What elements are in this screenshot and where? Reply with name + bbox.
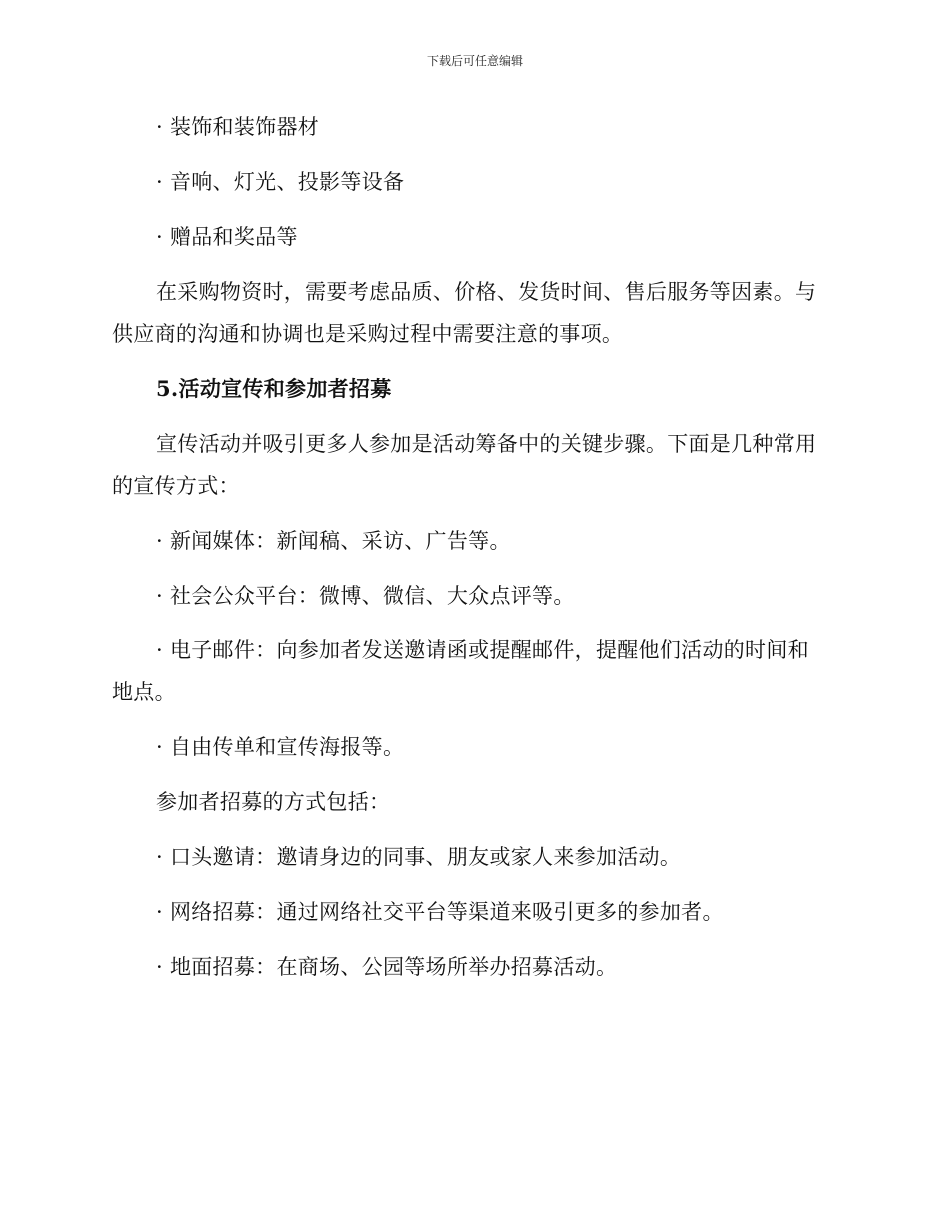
bullet-av-equipment: · 音响、灯光、投影等设备 bbox=[156, 170, 405, 194]
page-header: 下载后可任意编辑 bbox=[426, 54, 523, 68]
paragraph-purchase-line-2: 供应商的沟通和协调也是采购过程中需要注意的事项。 bbox=[112, 322, 624, 346]
bullet-gifts: · 赠品和奖品等 bbox=[156, 225, 298, 249]
bullet-social-platforms: · 社会公众平台：微博、微信、大众点评等。 bbox=[156, 584, 575, 608]
bullet-decor: · 装饰和装饰器材 bbox=[156, 115, 320, 139]
paragraph-promo-line-1: 宣传活动并吸引更多人参加是活动筹备中的关键步骤。下面是几种常用 bbox=[156, 432, 817, 456]
bullet-ground-recruit: · 地面招募：在商场、公园等场所举办招募活动。 bbox=[156, 955, 618, 979]
bullet-word-of-mouth: · 口头邀请：邀请身边的同事、朋友或家人来参加活动。 bbox=[156, 845, 682, 869]
paragraph-promo-line-2: 的宣传方式： bbox=[112, 474, 240, 498]
bullet-online-recruit: · 网络招募：通过网络社交平台等渠道来吸引更多的参加者。 bbox=[156, 900, 724, 924]
bullet-email-line-2: 地点。 bbox=[112, 680, 176, 704]
paragraph-purchase-line-1: 在采购物资时，需要考虑品质、价格、发货时间、售后服务等因素。与 bbox=[156, 280, 817, 304]
paragraph-recruit: 参加者招募的方式包括： bbox=[156, 790, 391, 814]
bullet-news-media: · 新闻媒体：新闻稿、采访、广告等。 bbox=[156, 529, 511, 553]
section-heading-5: 5.活动宣传和参加者招募 bbox=[156, 376, 392, 401]
bullet-email-line-1: · 电子邮件：向参加者发送邀请函或提醒邮件，提醒他们活动的时间和 bbox=[156, 638, 809, 662]
bullet-flyers: · 自由传单和宣传海报等。 bbox=[156, 735, 405, 759]
